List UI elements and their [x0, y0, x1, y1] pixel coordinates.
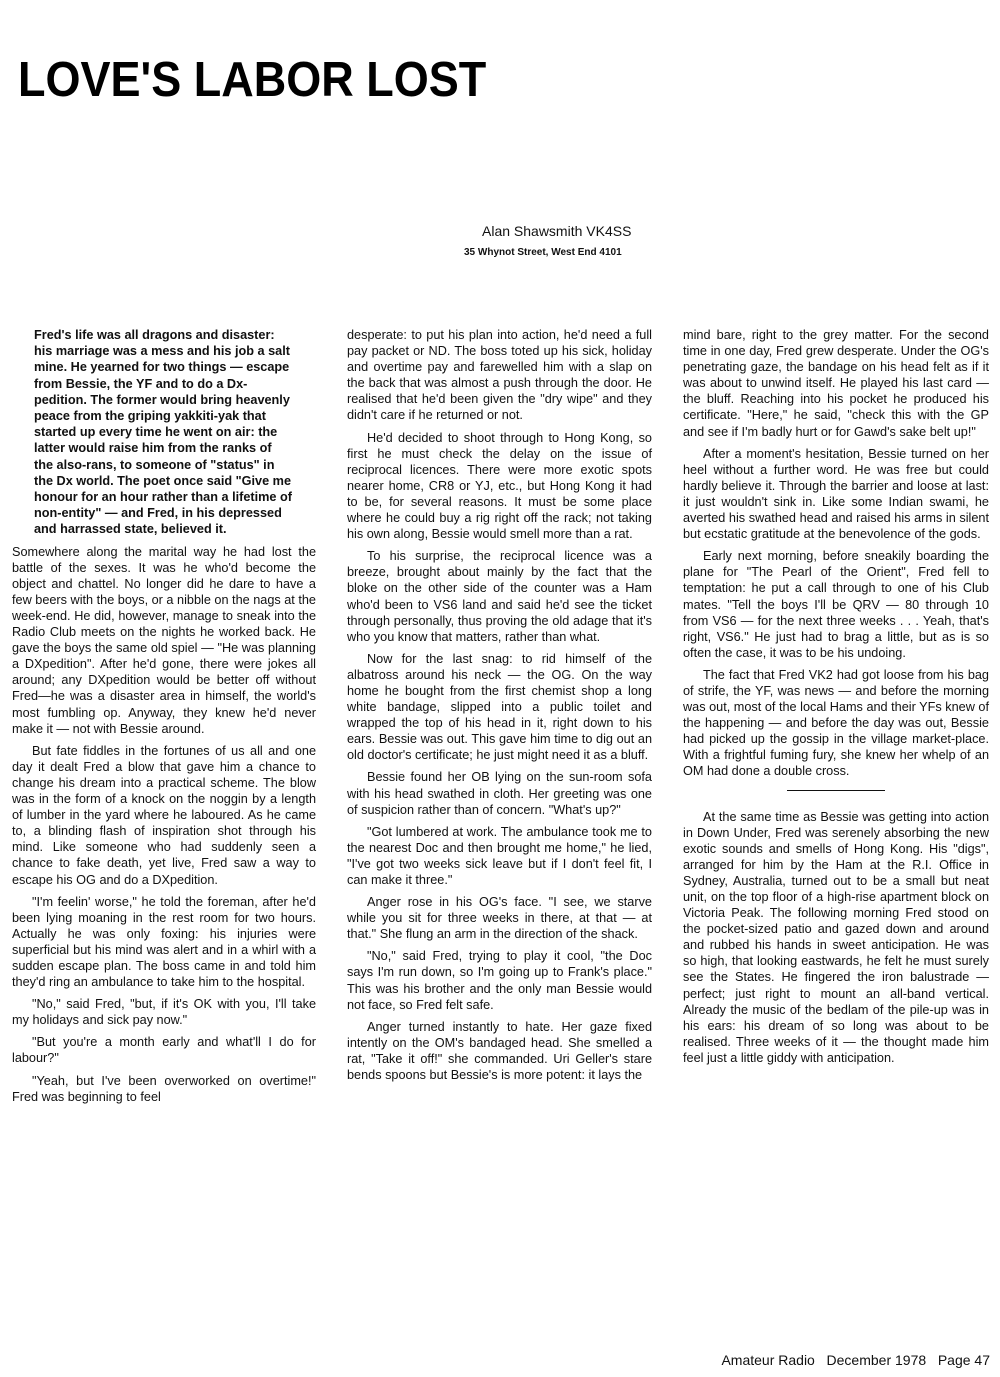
footer-magazine: Amateur Radio — [721, 1352, 815, 1368]
paragraph: Anger turned instantly to hate. Her gaze fixed intently on the OM's bandaged head. She smelled a rat, "Take it off!" she commanded. Uri Geller's stare bends spoons but Bessie's is more potent: it lays the — [347, 1019, 652, 1083]
column-1 — [12, 327, 316, 1111]
paragraph: He'd decided to shoot through to Hong Kong, so first he must check the delay on the issue of reciprocal licences. There were more exotic spots nearer home, CR8 or YJ, etc., but Hong Kong it had to be, for several reasons. It must be some place where he could buy a rig right off the rack; not taking his own along, Bessie would smell more than a rat. — [347, 430, 652, 542]
author-name: Alan Shawsmith VK4SS — [482, 223, 632, 239]
lead-paragraph: Fred's life was all dragons and disaster: his marriage was a mess and his job a salt mine. He yearned for two things — escape from Bessie, the YF and to do a Dx-pedition. The former would bring heavenly peace from the griping yakkiti-yak that started up every time he went on air: the latter would raise him from the ranks of the also-rans, to someone of "status" in the Dx world. The poet once said "Give me honour for an hour rather than a lifetime of non-entity" — and Fred, in his depressed and harrassed state, believed it. — [34, 328, 292, 537]
footer-page: Page 47 — [937, 1352, 990, 1368]
paragraph: Bessie found her OB lying on the sun-room sofa with his head swathed in cloth. Her greeting was one of suspicion rather than of concern. "What's up?" — [347, 770, 652, 817]
paragraph: Anger rose in his OG's face. "I see, we starve while you sit for three weeks in there, at that — at that." She flung an arm in the direction of the shack. — [347, 895, 652, 942]
paragraph: Early next morning, before sneakily boarding the plane for "The Pearl of the Orient", Fred fell to temptation: he put a call through to one of his Club mates. "Tell the boys I'll be QRV — 80 through 10 from VS6 — for the next three weeks . . . Yeah, that's right, VS6." He just had to brag a little, but as is so often the case, it was to be his undoing. — [683, 549, 989, 660]
paragraph: Somewhere along the marital way he had lost the battle of the sexes. It was he who'd become the object and chattel. No longer did he dare to have a few beers with the boys, or a nibble on the nags at the week-end. He did, however, manage to sneak into the Radio Club meets on the nights he worked back. He gave the boys the same old spiel — "He was planning a DXpedition". After he'd gone, there were jokes all around; any DXpedition would be better off without Fred—he was a disaster area in himself, the world's most fumbling op. Anyway, they knew he'd never make it — not with Bessie around. — [12, 544, 316, 736]
section-divider — [787, 790, 885, 791]
column-3 — [683, 327, 989, 1072]
footer-issue: December 1978 — [826, 1352, 927, 1368]
paragraph: The fact that Fred VK2 had got loose from his bag of strife, the YF, was news — and before the morning was out, most of the local Hams and their YFs knew of the happening — and before the day was out, Bessie had picked up the gossip in the village market-place. With a frightful fuming fury, she knew her whelp of an OM had done a double cross. — [683, 667, 989, 779]
paragraph: "No," said Fred, trying to play it cool, "the Doc says I'm run down, so I'm going up to Frank's place." This was his brother and the only man Bessie would not face, so Fred felt safe. — [347, 949, 652, 1012]
paragraph: desperate: to put his plan into action, he'd need a full pay packet or ND. The boss toted up his sick, holiday and overtime pay and farewelled him with a slap on the back that was almost a push through the door. He realised that he'd been given the "dry wipe" and they didn't care if he returned or not. — [347, 328, 652, 423]
paragraph: mind bare, right to the grey matter. For the second time in one day, Fred grew desperate. Under the OG's penetrating gaze, the bandage on his head felt as if it was about to unwind itself. He played his last card — the bluff. Reaching into his pocket he produced his certificate. "Here," he said, "check this with the GP and see if I'm badly hurt or for Gawd's sake belt up!" — [683, 328, 989, 439]
author-address: 35 Whynot Street, West End 4101 — [464, 247, 622, 258]
paragraph: "Yeah, but I've been overworked on overtime!" Fred was beginning to feel — [12, 1073, 316, 1104]
paragraph: But fate fiddles in the fortunes of us all and one day it dealt Fred a blow that gave him a chance to change his dream into a practical scheme. The blow was in the form of a knock on the noggin by a length of lumber in the yard where he laboured. As he came to, a blinding flash of inspiration shot through his mind. Like someone who had suddenly seen a chance to fake death, yet live, Fred saw a way to escape his OG and do a DXpedition. — [12, 743, 316, 887]
column-2 — [347, 327, 652, 1089]
paragraph: "I'm feelin' worse," he told the foreman, after he'd been lying moaning in the rest room for two hours. Actually he was only foxing: his injuries were superficial but his mind was alert and in a whirl with a sudden escape plan. The boss came in and told him they'd ring an ambulance to take him to the hospital. — [12, 894, 316, 990]
paragraph: Now for the last snag: to rid himself of the albatross around his neck — the OG. On the way home he bought from the first chemist shop a long white bandage, slipped into a public toilet and wrapped the top of his head in it, right down to his ears. Bessie was out. This gave him time to dig out an old doctor's certificate; he just might need it as a bluff. — [347, 651, 652, 763]
paragraph: After a moment's hesitation, Bessie turned on her heel without a further word. He was free but could hardly believe it. Through the barrier and loose at last: it just wouldn't sink in. Like some Indian swami, he averted his swathed head and raised his arms in silent but ecstatic gratitude at the benevolence of the gods. — [683, 446, 989, 542]
paragraph: To his surprise, the reciprocal licence was a breeze, brought about mainly by the fact that the bloke on the other side of the counter was a Ham who'd been to VS6 land and said he'd see the ticket through personally, thus proving the old adage that it's who you know that matters, rather than what. — [347, 549, 652, 644]
paragraph: "But you're a month early and what'll I do for labour?" — [12, 1035, 316, 1066]
paragraph: "No," said Fred, "but, if it's OK with you, I'll take my holidays and sick pay now." — [12, 997, 316, 1028]
paragraph: "Got lumbered at work. The ambulance took me to the nearest Doc and then brought me home," he lied, "I've got two weeks sick leave but if I don't feel fit, I can make it three." — [347, 824, 652, 887]
article-title: LOVE'S LABOR LOST — [18, 50, 487, 107]
paragraph: At the same time as Bessie was getting into action in Down Under, Fred was serenely absorbing the new exotic sounds and smells of Hong Kong. His "digs", arranged for him by the Ham at the R.I. Office in Sydney, Australia, turned out to be a small but neat unit, on the top floor of a high-rise apartment block on Victoria Peak. The following morning Fred stood on the pocket-sized patio and gazed down and around and rubbed his hands in sweet anticipation. He was so high, that looking eastwards, he felt he must surely see the States. He fingered the iron balustrade — perfect; just right to mount an all-band vertical. Already the music of the bedlam of the pile-up was in his ears: his dream of so long was about to be realised. Three weeks of it — the thought made him feel just a little giddy with anticipation. — [683, 809, 989, 1065]
page-footer — [721, 1351, 990, 1369]
